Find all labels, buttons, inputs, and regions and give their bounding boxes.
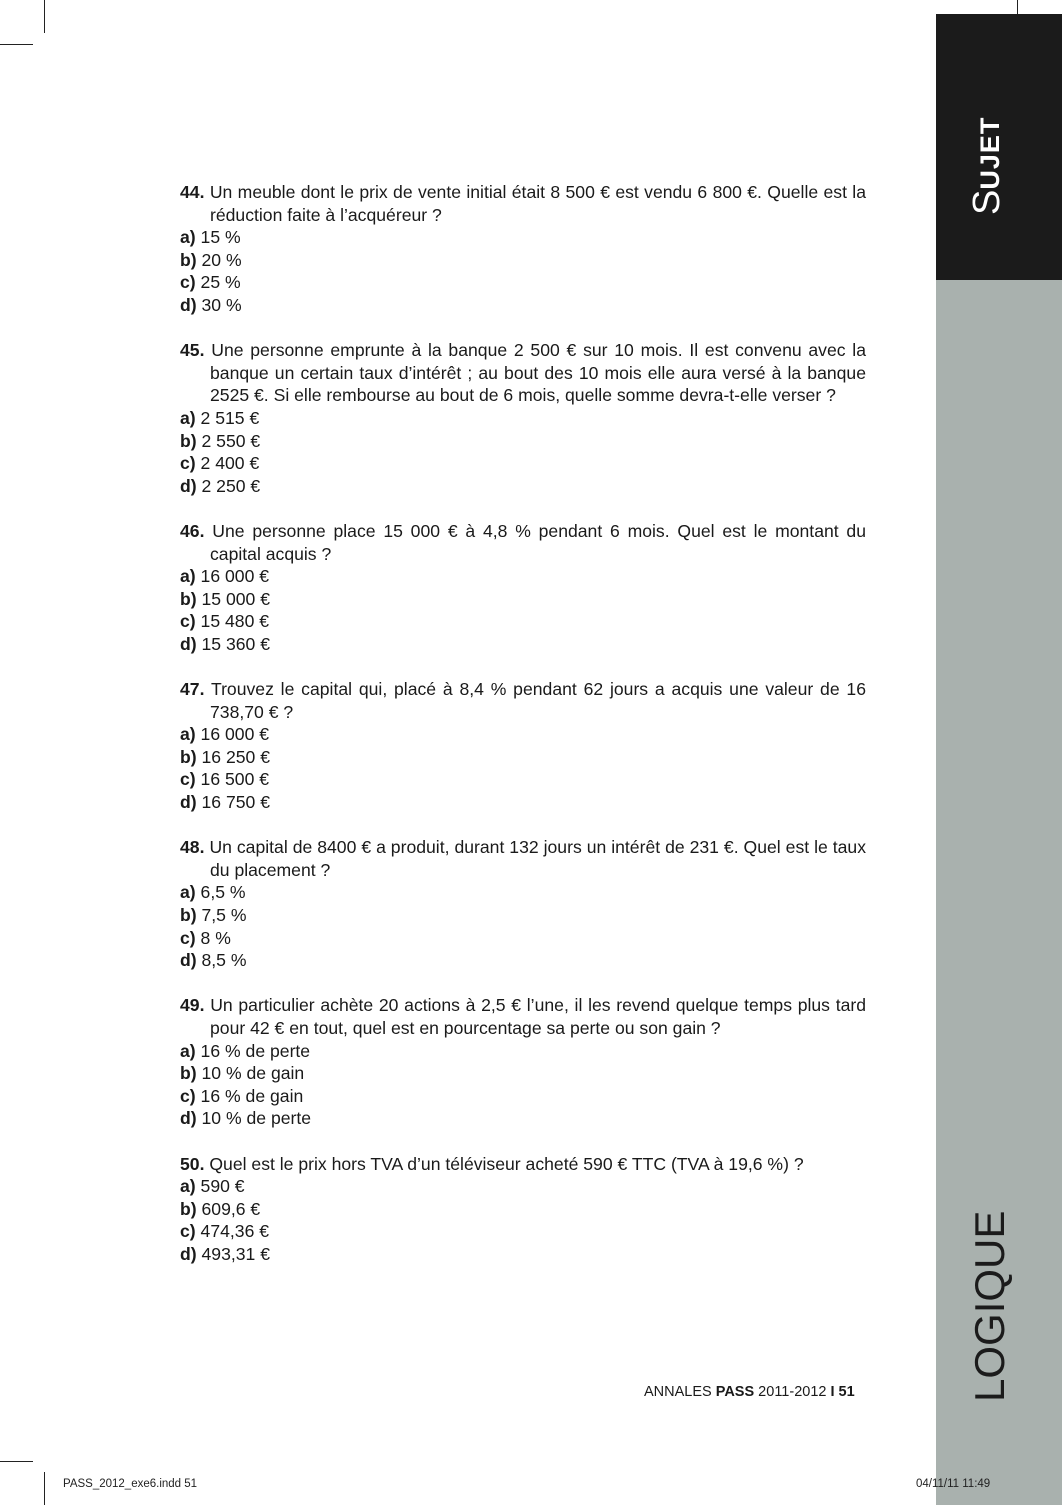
option-text: 15 000 € <box>201 588 270 609</box>
option-text: 16 500 € <box>200 769 270 790</box>
option-letter: b) <box>180 746 197 767</box>
option-letter: b) <box>180 1063 197 1084</box>
answer-option <box>180 1062 866 1085</box>
option-text: 16 000 € <box>200 724 270 745</box>
answer-option <box>180 452 866 475</box>
answer-option <box>180 927 866 950</box>
option-letter: d) <box>180 633 197 654</box>
option-text: 16 250 € <box>201 746 270 767</box>
answer-option <box>180 226 866 249</box>
option-text: 15 360 € <box>201 633 270 654</box>
question-block <box>180 994 866 1130</box>
option-text: 16 750 € <box>201 792 270 813</box>
option-letter: c) <box>180 769 196 790</box>
option-text: 15 % <box>200 227 241 248</box>
option-text: 10 % de perte <box>201 1108 312 1129</box>
option-text: 7,5 % <box>201 905 247 925</box>
question-block <box>180 678 866 814</box>
option-letter: a) <box>180 724 196 745</box>
question-text <box>180 181 866 226</box>
option-text: 8 % <box>200 927 231 948</box>
answer-option <box>180 475 866 498</box>
question-block <box>180 1153 866 1266</box>
option-text: 15 480 € <box>200 611 270 632</box>
answer-option <box>180 768 866 791</box>
option-letter: a) <box>180 407 196 428</box>
crop-mark <box>44 1472 45 1505</box>
question-number: 49. <box>180 995 205 1016</box>
answer-option <box>180 1243 866 1266</box>
option-text: 609,6 € <box>201 1198 261 1219</box>
answer-option <box>180 430 866 453</box>
option-letter: b) <box>180 588 197 609</box>
answer-option <box>180 949 866 972</box>
option-text: 2 400 € <box>200 453 260 474</box>
question-number: 45. <box>180 340 205 361</box>
slug-filename: PASS_2012_exe6.indd 51 <box>63 1478 198 1490</box>
question-list <box>180 181 866 1288</box>
answer-option <box>180 249 866 272</box>
page-footer <box>644 1384 855 1400</box>
question-block <box>180 181 866 317</box>
crop-mark <box>44 0 45 33</box>
question-statement: Une personne emprunte à la banque 2 500 € sur 10 mois. Il est convenu avec la banque un certain taux d’intérêt ; au bout des 10 mois elle aura versé à la banque 2525 €. Si elle rembourse au bout de 6 mois, quelle somme devra-t-elle verser ? <box>210 340 867 406</box>
question-text <box>180 836 866 881</box>
answer-option <box>180 723 866 746</box>
question-number: 50. <box>180 1153 205 1174</box>
answer-option <box>180 565 866 588</box>
crop-mark <box>0 1461 33 1462</box>
option-letter: b) <box>180 249 197 270</box>
option-letter: d) <box>180 1108 197 1129</box>
option-letter: d) <box>180 950 197 971</box>
page-number: I 51 <box>830 1384 855 1400</box>
question-statement: Trouvez le capital qui, placé à 8,4 % pendant 62 jours a acquis une valeur de 16 738,70 € ? <box>210 679 866 722</box>
option-text: 10 % de gain <box>201 1063 305 1084</box>
question-text <box>180 520 866 565</box>
option-text: 6,5 % <box>200 882 246 903</box>
option-letter: b) <box>180 905 197 925</box>
option-text: 2 550 € <box>201 430 261 451</box>
answer-option <box>180 791 866 814</box>
answer-option <box>180 610 866 633</box>
answer-option <box>180 1107 866 1130</box>
question-number: 44. <box>180 182 205 202</box>
option-letter: d) <box>180 792 197 813</box>
option-text: 493,31 € <box>201 1243 270 1264</box>
option-text: 2 515 € <box>200 407 260 428</box>
option-letter: d) <box>180 475 197 496</box>
question-statement: Une personne place 15 000 € à 4,8 % pendant 6 mois. Quel est le montant du capital acquis ? <box>210 520 867 564</box>
question-text <box>180 339 866 407</box>
question-text <box>180 994 866 1039</box>
question-number: 48. <box>180 837 205 858</box>
option-letter: a) <box>180 1040 196 1061</box>
option-letter: c) <box>180 1221 196 1242</box>
crop-mark <box>0 44 33 45</box>
option-letter: b) <box>180 1198 197 1219</box>
footer-years: 2011-2012 <box>754 1384 831 1400</box>
option-letter: a) <box>180 566 196 587</box>
question-text <box>180 678 866 723</box>
option-letter: c) <box>180 927 196 948</box>
question-statement: Un capital de 8400 € a produit, durant 132 jours un intérêt de 231 €. Quel est le taux du placement ? <box>209 837 866 880</box>
answer-option <box>180 407 866 430</box>
option-text: 20 % <box>201 249 242 270</box>
option-text: 8,5 % <box>201 950 247 971</box>
sujet-rest: UJET <box>975 116 1005 190</box>
option-text: 16 000 € <box>200 566 270 587</box>
footer-brand: PASS <box>715 1384 755 1400</box>
answer-option <box>180 881 866 904</box>
option-letter: a) <box>180 882 196 903</box>
answer-option <box>180 1198 866 1221</box>
sujet-initial: S <box>966 189 1008 215</box>
answer-option <box>180 633 866 656</box>
option-letter: d) <box>180 294 197 315</box>
option-text: 16 % de perte <box>200 1040 311 1061</box>
answer-option <box>180 1040 866 1063</box>
answer-option <box>180 1175 866 1198</box>
question-block <box>180 836 866 972</box>
option-letter: b) <box>180 430 197 451</box>
option-letter: a) <box>180 1176 196 1197</box>
option-text: 16 % de gain <box>200 1085 304 1106</box>
answer-option <box>180 904 866 927</box>
question-text <box>180 1153 866 1176</box>
section-label-logique: LOGIQUE <box>966 1210 1013 1402</box>
slug-date: 04/11/11 11:49 <box>916 1478 991 1490</box>
footer-prefix: ANNALES <box>644 1384 716 1400</box>
question-statement: Un particulier achète 20 actions à 2,5 € l’une, il les revend quelque temps plus tard pour 42 € en tout, quel est en pourcentage sa perte ou son gain ? <box>210 995 867 1038</box>
option-letter: d) <box>180 1243 197 1264</box>
question-number: 47. <box>180 679 205 700</box>
question-statement: Un meuble dont le prix de vente initial était 8 500 € est vendu 6 800 €. Quelle est la réduction faite à l’acquéreur ? <box>209 182 866 225</box>
answer-option <box>180 1085 866 1108</box>
option-text: 590 € <box>200 1176 245 1197</box>
question-block <box>180 339 866 497</box>
option-letter: a) <box>180 227 196 248</box>
question-statement: Quel est le prix hors TVA d’un téléviseur acheté 590 € TTC (TVA à 19,6 %) ? <box>209 1153 804 1174</box>
option-letter: c) <box>180 1085 196 1106</box>
option-text: 30 % <box>201 294 242 315</box>
option-letter: c) <box>180 272 196 293</box>
answer-option <box>180 294 866 317</box>
option-letter: c) <box>180 611 196 632</box>
section-label-sujet <box>966 117 1009 215</box>
answer-option <box>180 271 866 294</box>
option-text: 474,36 € <box>200 1221 270 1242</box>
question-number: 46. <box>180 520 205 541</box>
question-block <box>180 520 866 656</box>
answer-option <box>180 1220 866 1243</box>
option-letter: c) <box>180 453 196 474</box>
answer-option <box>180 746 866 769</box>
option-text: 25 % <box>200 272 241 293</box>
option-text: 2 250 € <box>201 475 261 496</box>
answer-option <box>180 588 866 611</box>
